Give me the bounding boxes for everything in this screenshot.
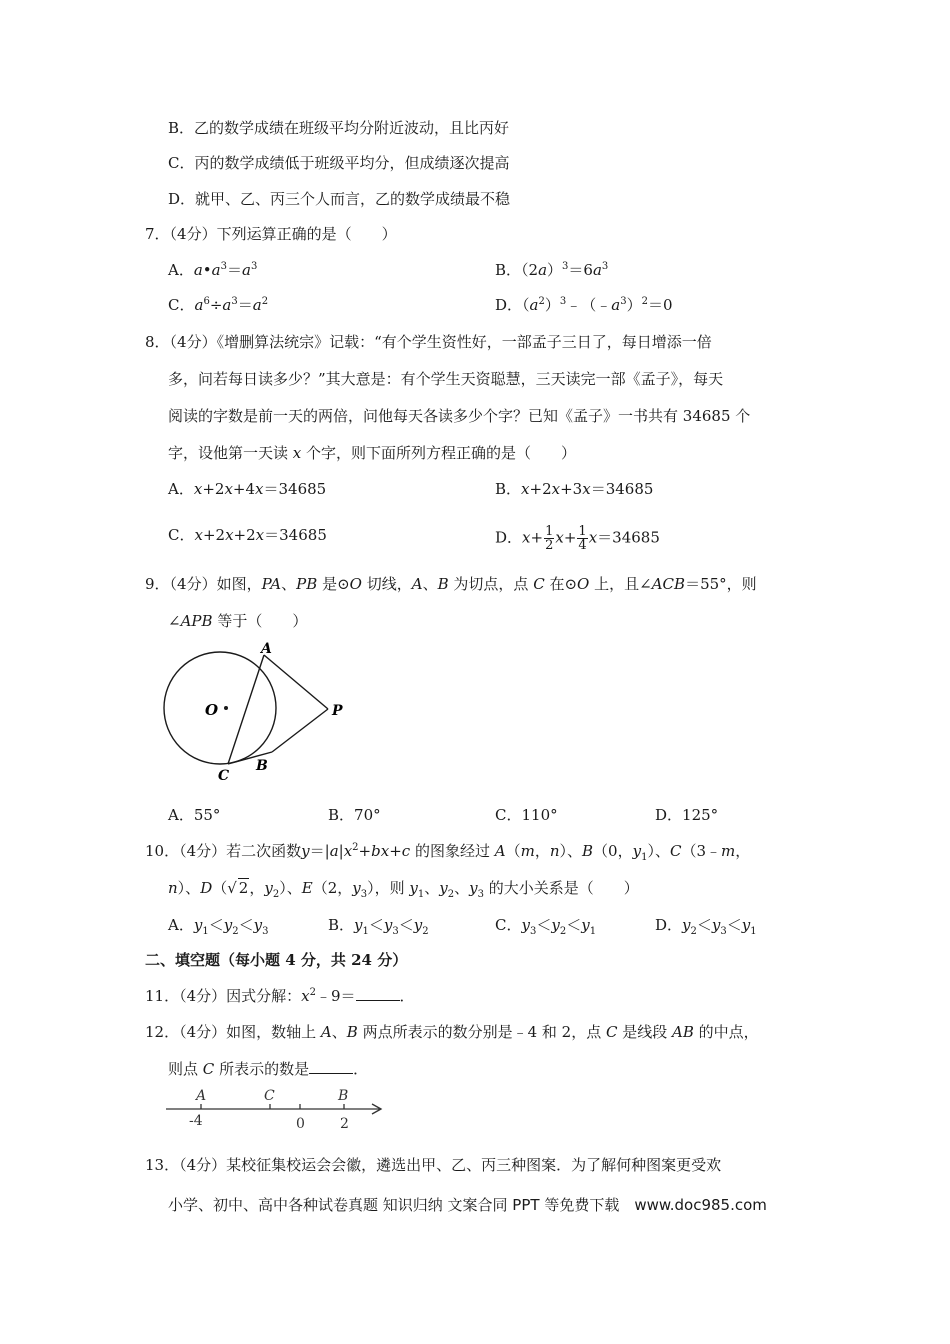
nl-value-a: -4 — [189, 1113, 203, 1129]
q10-d-label: D． — [655, 916, 683, 934]
q9-end: 上，且∠ — [594, 575, 652, 593]
label-b: B — [256, 758, 268, 774]
q11: 11．（4分）因式分解：$x^2﹣9=$ ． — [145, 987, 415, 1005]
q9-circle-figure — [158, 638, 358, 788]
q9-line-1: 9．（4分）如图，PA、PB 是⊙O 切线，A、B 为切点，点 C 在⊙O 上，且∠ACB＝55°，则 — [145, 575, 757, 593]
q8-a-result: ＝34685 — [263, 480, 327, 498]
tangent-pb — [272, 709, 328, 752]
tangent-pa — [264, 655, 328, 709]
q9-line-2: ∠APB 等于（ ） — [168, 612, 308, 630]
q8-c-label: C． — [168, 526, 195, 544]
q10-option-c: C．$y_3<y_2<y_1$ — [495, 916, 597, 937]
q8-b-result: ＝34685 — [590, 480, 654, 498]
q11-pre: 11．（4分）因式分解： — [145, 987, 302, 1005]
q8-fraction-quarter: $\frac{1}{4}$ — [578, 524, 587, 553]
q6-option-c: C．丙的数学成绩低于班级平均分，但成绩逐次提高 — [168, 154, 510, 172]
q6-option-d: D．就甲、乙、丙三个人而言，乙的数学成绩最不稳 — [168, 190, 511, 208]
q13-line-1: 13．（4分）某校征集校运会会徽，遴选出甲、乙、丙三种图案．为了解何种图案更受欢 — [145, 1156, 722, 1174]
q12-number-line — [160, 1082, 390, 1132]
q9-option-b: B．70° — [328, 806, 381, 824]
q8-line-4 — [168, 443, 576, 463]
q12-line2-post: 所表示的数是 — [219, 1060, 310, 1078]
section-2-title: 二、填空题（每小题 4 分，共 24 分） — [145, 951, 408, 969]
sqrt-symbol: √ — [227, 879, 237, 897]
q8-line-1: 8．（4分）《增删算法统宗》记载：“有个学生资性好，一部孟子三日了，每日增添一倍 — [145, 333, 712, 351]
footer-text: 小学、初中、高中各种试卷真题 知识归纳 文案合同 PPT 等免费下载 www.doc985.com — [168, 1196, 767, 1214]
q8-line-4-var: x — [292, 444, 302, 462]
q9-mid: 切线， — [366, 575, 412, 593]
q9-pre: 9．（4分）如图， — [145, 575, 262, 593]
q9-option-c: C．110° — [495, 806, 558, 824]
q10-line-2: n）、D（√ 2，$y_2$）、E（2，$y_3$），则 $y_1$、$y_2$、$y_3$ 的大小关系是（ ） — [168, 879, 639, 900]
q7-c-label: C． — [168, 296, 195, 314]
q8-line-4-post: 个字，则下面所列方程正确的是（ ） — [301, 444, 577, 462]
q7-option-d: D．$(a^2)^3﹣(﹣a^3)^2=0$ — [495, 296, 673, 314]
q9-option-d: D．125° — [655, 806, 719, 824]
nl-label-a: A — [196, 1088, 207, 1104]
label-c: C — [218, 768, 230, 784]
nl-value-b: 2 — [340, 1116, 349, 1132]
center-dot — [224, 706, 228, 710]
q12-pre: 12．（4分）如图，数轴上 — [145, 1023, 317, 1041]
q10-line-1: 10．（4分）若二次函数$y=|a|x^2+bx+c$ 的图象经过 A（m，n）、B（0，$y_1$）、C（3﹣m， — [145, 842, 751, 863]
q10-option-a: A．$y_1<y_2<y_3$ — [168, 916, 269, 937]
q11-post: ． — [399, 987, 415, 1005]
q10-c-label: C． — [495, 916, 522, 934]
q9-mid2: 为切点，点 — [453, 575, 529, 593]
q9-tail: ＝55°，则 — [685, 575, 757, 593]
q7-option-a: A．$a•a^3=a^3$ — [168, 261, 258, 279]
q11-answer-blank[interactable] — [356, 986, 400, 1001]
q8-line-4-pre: 字，设他第一天读 — [168, 444, 293, 462]
q7-d-label: D． — [495, 296, 523, 314]
nl-label-c: C — [264, 1088, 275, 1104]
q8-option-b: B．x+2x+3x＝34685 — [495, 480, 654, 498]
nl-label-b: B — [338, 1088, 349, 1104]
q12-line-2: 则点 C 所表示的数是 ． — [168, 1060, 369, 1078]
q12-line2-pre: 则点 — [168, 1060, 199, 1078]
q8-a-label: A． — [168, 480, 194, 498]
q10-b-label: B． — [328, 916, 355, 934]
label-a: A — [261, 641, 272, 657]
q8-c-result: ＝34685 — [264, 526, 327, 544]
q12-answer-blank[interactable] — [309, 1059, 353, 1074]
q7-option-c: C．$a^6\div a^3=a^2$ — [168, 296, 269, 314]
q7-option-b: B．$(2a)^3=6a^3$ — [495, 261, 609, 279]
q8-d-result: ＝34685 — [597, 528, 660, 547]
q10-option-b: B．$y_1<y_3<y_2$ — [328, 916, 429, 937]
q7-stem: 7．（4分）下列运算正确的是（ ） — [145, 225, 397, 243]
q8-option-d: D．x+ $\frac{1}{2}$ x+ $\frac{1}{4}$ x＝34685 — [495, 524, 660, 553]
q7-a-label: A． — [168, 261, 194, 279]
label-p: P — [332, 703, 343, 719]
q10-option-d: D．$y_2<y_3<y_1$ — [655, 916, 757, 937]
q10-a-label: A． — [168, 916, 194, 934]
q8-option-a: A．x+2x+4x＝34685 — [168, 480, 327, 498]
q12-line-1: 12．（4分）如图，数轴上 A、B 两点所表示的数分别是﹣4 和 2，点 C 是线段 AB 的中点， — [145, 1023, 759, 1041]
q8-line-2: 多，问若每日读多少？”其大意是：有个学生天资聪慧，三天读完一部《孟子》，每天 — [168, 370, 724, 388]
q8-option-c: C．x+2x+2x＝34685 — [168, 526, 327, 544]
q8-b-label: B． — [495, 480, 522, 498]
q6-option-b: B．乙的数学成绩在班级平均分附近波动，且比丙好 — [168, 119, 510, 137]
label-o: O — [205, 701, 219, 719]
q7-b-label: B． — [495, 261, 522, 279]
q9-line2-post: 等于（ ） — [217, 612, 308, 630]
q8-line-3: 阅读的字数是前一天的两倍，问他每天各读多少个字？已知《孟子》一书共有 34685 个 — [168, 407, 751, 425]
q8-fraction-half: $\frac{1}{2}$ — [545, 524, 554, 553]
q10-num: 10．（4分）若二次函数 — [145, 842, 302, 860]
nl-value-zero: 0 — [296, 1116, 305, 1132]
q8-d-label: D． — [495, 528, 523, 547]
q9-option-a: A．55° — [168, 806, 221, 824]
